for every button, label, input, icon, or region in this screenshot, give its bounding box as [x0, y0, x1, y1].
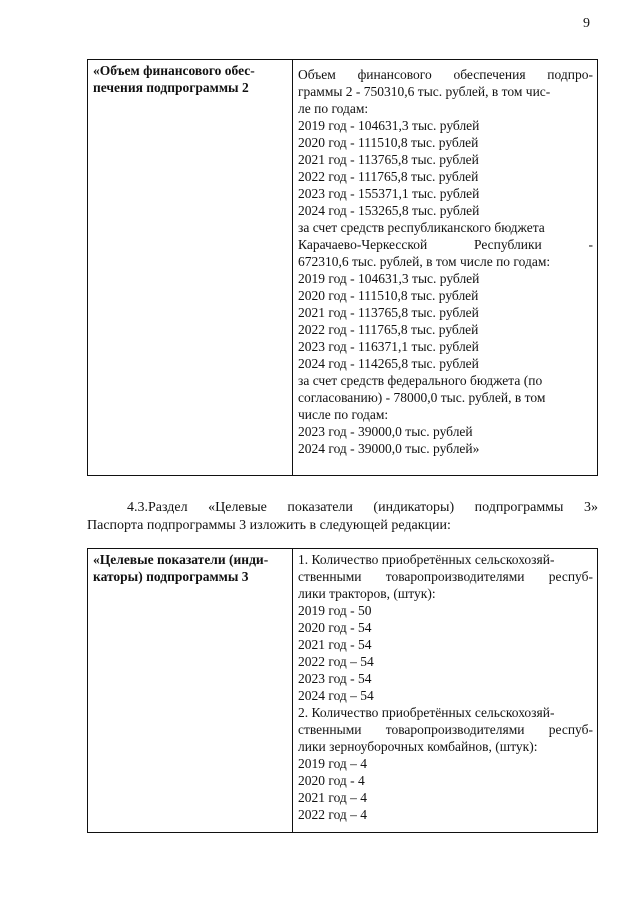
- funding-line: 2024 год - 39000,0 тыс. рублей»: [298, 441, 480, 456]
- funding-line: 2024 год - 153265,8 тыс. рублей: [298, 203, 480, 218]
- funding-line: 2019 год - 104631,3 тыс. рублей: [298, 118, 480, 133]
- funding-label-cell: [88, 60, 293, 475]
- indicator-line: лики зерноуборочных комбайнов, (штук):: [298, 739, 538, 754]
- indicators-label-cell: [88, 549, 293, 832]
- paragraph-line: Паспорта подпрограммы 3 изложить в следующей редакции:: [87, 518, 451, 533]
- funding-line: 2019 год - 104631,3 тыс. рублей: [298, 271, 480, 286]
- paragraph-line: 4.3.Раздел «Целевые показатели (индикаторы) подпрограммы 3»: [127, 500, 598, 515]
- indicators-label-line: каторы) подпрограммы 3: [93, 569, 249, 584]
- indicator-line: 2021 год - 54: [298, 637, 372, 652]
- indicators-table: [87, 548, 598, 833]
- funding-line: 672310,6 тыс. рублей, в том числе по годам:: [298, 254, 551, 269]
- indicators-value-cell: [293, 549, 597, 832]
- indicator-line: 2023 год - 54: [298, 671, 372, 686]
- indicator-line: 1. Количество приобретённых сельскохозяй-: [298, 552, 555, 567]
- indicator-line: 2019 год – 4: [298, 756, 368, 771]
- indicator-line: 2024 год – 54: [298, 688, 374, 703]
- indicator-line: лики тракторов, (штук):: [298, 586, 436, 601]
- funding-line: 2023 год - 39000,0 тыс. рублей: [298, 424, 473, 439]
- amendment-paragraph: [87, 499, 598, 535]
- funding-line: 2020 год - 111510,8 тыс. рублей: [298, 288, 479, 303]
- funding-label-line: «Объем финансового обес-: [93, 63, 255, 78]
- funding-line: ле по годам:: [298, 101, 369, 116]
- funding-line: Объем финансового обеспечения подпро-: [298, 67, 593, 82]
- indicator-line: 2019 год - 50: [298, 603, 372, 618]
- funding-value-cell: [293, 60, 597, 475]
- indicator-line: 2020 год - 54: [298, 620, 372, 635]
- funding-line: 2021 год - 113765,8 тыс. рублей: [298, 305, 479, 320]
- funding-line: 2020 год - 111510,8 тыс. рублей: [298, 135, 479, 150]
- page-number: 9: [583, 16, 590, 31]
- funding-line: за счет средств федерального бюджета (по: [298, 373, 543, 388]
- funding-label-line: печения подпрограммы 2: [93, 80, 249, 95]
- funding-line: числе по годам:: [298, 407, 389, 422]
- indicator-line: 2. Количество приобретённых сельскохозяй-: [298, 705, 555, 720]
- funding-line: граммы 2 - 750310,6 тыс. рублей, в том чис-: [298, 84, 551, 99]
- indicator-line: 2022 год – 54: [298, 654, 374, 669]
- funding-line: Карачаево-Черкесской Республики -: [298, 237, 593, 252]
- indicator-line: 2022 год – 4: [298, 807, 368, 822]
- funding-line: 2021 год - 113765,8 тыс. рублей: [298, 152, 479, 167]
- indicator-line: ственными товаропроизводителями респуб-: [298, 569, 593, 584]
- funding-line: 2022 год - 111765,8 тыс. рублей: [298, 322, 479, 337]
- indicator-line: 2021 год – 4: [298, 790, 368, 805]
- funding-line: за счет средств республиканского бюджета: [298, 220, 545, 235]
- funding-line: 2024 год - 114265,8 тыс. рублей: [298, 356, 479, 371]
- indicator-line: 2020 год - 4: [298, 773, 365, 788]
- indicators-label-line: «Целевые показатели (инди-: [93, 552, 269, 567]
- funding-line: 2023 год - 116371,1 тыс. рублей: [298, 339, 479, 354]
- funding-line: 2022 год - 111765,8 тыс. рублей: [298, 169, 479, 184]
- indicator-line: ственными товаропроизводителями респуб-: [298, 722, 593, 737]
- funding-table: [87, 59, 598, 476]
- funding-line: 2023 год - 155371,1 тыс. рублей: [298, 186, 480, 201]
- funding-line: согласованию) - 78000,0 тыс. рублей, в том: [298, 390, 546, 405]
